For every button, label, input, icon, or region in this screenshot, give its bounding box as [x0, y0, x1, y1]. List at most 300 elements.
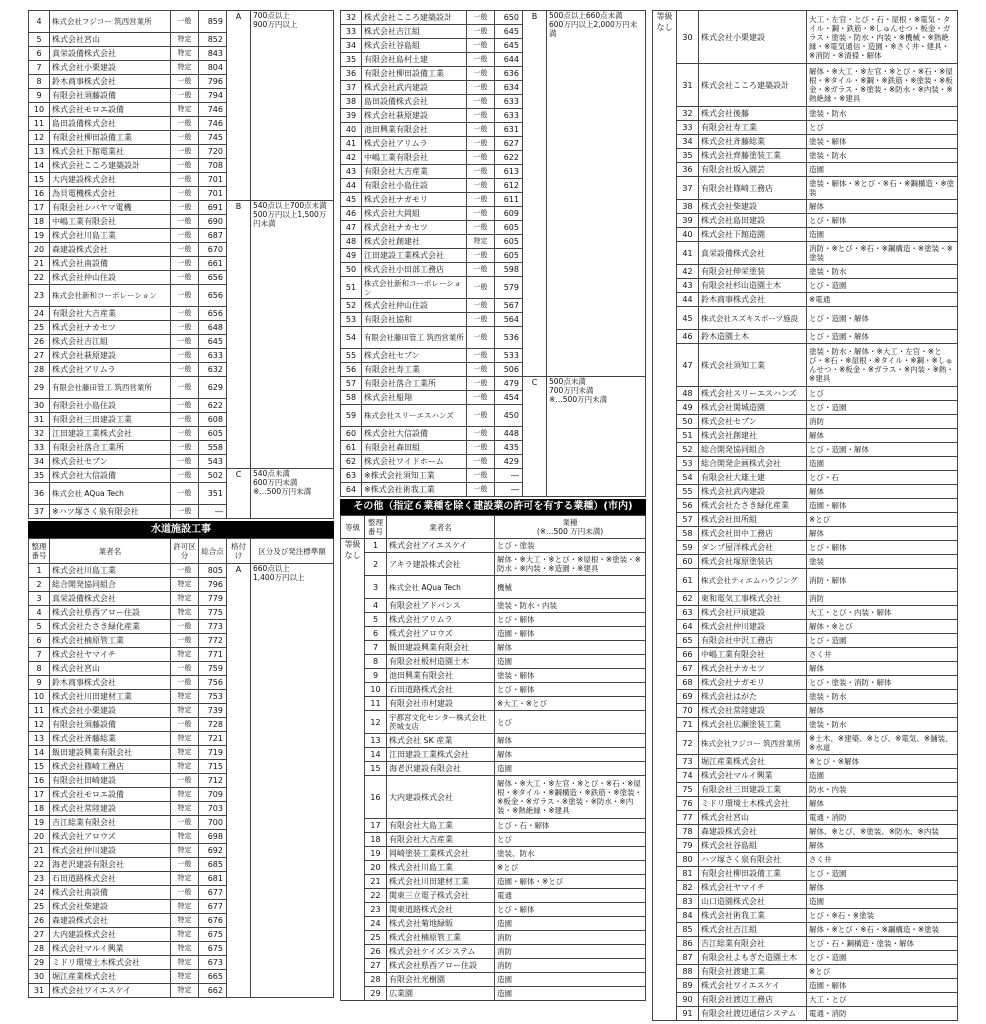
license-type: 一般 [467, 39, 495, 53]
table-row [29, 564, 334, 578]
company-name: 株式会社アリムラ [387, 613, 495, 627]
company-name: 株式会社新和コーポレーション [50, 285, 171, 307]
total-score: 771 [199, 648, 227, 662]
company-name: 池田興業有限会社 [362, 123, 467, 137]
company-name: 株式会社仲山住設 [50, 271, 171, 285]
row-number: 82 [677, 881, 699, 895]
company-name: 株式会社アイエスケイ [387, 539, 495, 553]
row-number: 13 [29, 732, 50, 746]
row-number: 8 [365, 655, 387, 669]
total-score: 859 [199, 11, 227, 33]
row-number: 21 [365, 875, 387, 889]
company-name: 株式会社戸頃建設 [699, 606, 807, 620]
table-row [653, 732, 958, 755]
table-row [341, 973, 646, 987]
table-row [653, 135, 958, 149]
company-name: 島田設備株式会社 [362, 95, 467, 109]
table-row [653, 704, 958, 718]
row-number: 49 [341, 249, 362, 263]
row-number: 71 [677, 718, 699, 732]
row-number: 48 [677, 387, 699, 401]
total-score: ― [495, 469, 523, 483]
company-name: 株式会社たさき緑化産業 [50, 620, 171, 634]
license-type: 一般 [467, 263, 495, 277]
row-number: 89 [677, 979, 699, 993]
company-name: 株式会社後藤 [699, 107, 807, 121]
company-name: 飯田建設興業有限会社 [387, 641, 495, 655]
row-number: 20 [29, 243, 50, 257]
table-row [653, 648, 958, 662]
total-score: 633 [199, 349, 227, 363]
grade-standard: 540点未満 600万円未満 ※…500万円未満 [251, 469, 334, 519]
total-score: 567 [495, 299, 523, 313]
license-type: 特定 [171, 970, 199, 984]
license-type: 特定 [171, 802, 199, 816]
trade-types: とび・造園・解体 [807, 307, 958, 330]
license-type: 一般 [171, 335, 199, 349]
trade-types: とび・石・解体 [495, 819, 646, 833]
table-row [653, 307, 958, 330]
company-name: 株式会社ワイエスケイ [699, 979, 807, 993]
row-number: 1 [29, 564, 50, 578]
row-number: 47 [341, 221, 362, 235]
company-name: 株式会社下館電業社 [50, 145, 171, 159]
table-row [341, 875, 646, 889]
grade-cell: C [227, 469, 251, 519]
company-name: 有限会社シバヤマ電機 [50, 201, 171, 215]
table-row [653, 513, 958, 527]
company-name: 石田道路株式会社 [387, 683, 495, 697]
row-number: 25 [365, 931, 387, 945]
total-score: 661 [199, 257, 227, 271]
table-row [341, 987, 646, 1001]
license-type: 一般 [171, 469, 199, 483]
total-score: 796 [199, 578, 227, 592]
license-type: 一般 [467, 221, 495, 235]
company-name: 有限会社光樹園 [387, 973, 495, 987]
company-name: アキラ建設株式会社 [387, 553, 495, 576]
total-score: 605 [495, 221, 523, 235]
company-name: 株式会社創建社 [362, 235, 467, 249]
row-number: 9 [365, 669, 387, 683]
company-name: 株式会社アロウズ [387, 627, 495, 641]
row-number: 86 [677, 937, 699, 951]
trade-types: とび・塗装 [495, 539, 646, 553]
company-name: ハツ塚さく泉有限会社 [699, 853, 807, 867]
trade-types: 消防・解体 [807, 569, 958, 592]
row-number: 44 [677, 293, 699, 307]
company-name: 株式会社 AQua Tech [387, 576, 495, 599]
row-number: 57 [341, 377, 362, 391]
table-row [341, 748, 646, 762]
section-title-water: 水道施設工事 [28, 521, 334, 538]
row-number: 49 [677, 401, 699, 415]
row-number: 32 [677, 107, 699, 121]
trade-types: ※とび・※解体 [807, 755, 958, 769]
company-name: 株式会社楠原管工業 [387, 931, 495, 945]
company-name: 株式会社はがた [699, 690, 807, 704]
row-number: 7 [29, 61, 50, 75]
row-number: 58 [677, 527, 699, 541]
license-type: 一般 [171, 455, 199, 469]
license-type: 特定 [171, 956, 199, 970]
row-number: 3 [365, 576, 387, 599]
license-type: 一般 [171, 886, 199, 900]
column-header: 整理番号 [29, 539, 50, 564]
total-score: 645 [495, 39, 523, 53]
row-number: 31 [29, 413, 50, 427]
table-row [29, 11, 334, 33]
row-number: 16 [365, 776, 387, 819]
row-number: 19 [29, 229, 50, 243]
company-name: 株式会社セブン [362, 349, 467, 363]
company-name: 株式会社常陸建設 [50, 802, 171, 816]
row-number: 50 [341, 263, 362, 277]
total-score: 701 [199, 187, 227, 201]
table-row [653, 979, 958, 993]
row-number: 27 [29, 349, 50, 363]
row-number: 78 [677, 825, 699, 839]
total-score: 579 [495, 277, 523, 299]
company-name: 総合開発企画株式会社 [699, 457, 807, 471]
trade-types: 解体 [807, 485, 958, 499]
company-name: 有限会社須藤設備 [50, 718, 171, 732]
license-type: 一般 [171, 634, 199, 648]
table-row [653, 853, 958, 867]
table-row [653, 64, 958, 107]
company-name: 中嶋工業有限会社 [362, 151, 467, 165]
total-score: 656 [199, 285, 227, 307]
row-number: 61 [341, 441, 362, 455]
company-name: 森建設株式会社 [50, 243, 171, 257]
company-name: 有限会社中沢工務店 [699, 634, 807, 648]
license-type: 一般 [467, 179, 495, 193]
table-row [341, 697, 646, 711]
row-number: 8 [29, 75, 50, 89]
row-number: 36 [29, 483, 50, 505]
table-row [653, 811, 958, 825]
company-name: 株式会社吉江組 [362, 25, 467, 39]
row-number: 5 [29, 33, 50, 47]
row-number: 20 [365, 861, 387, 875]
license-type: 一般 [171, 131, 199, 145]
company-name: 総合開発協同組合 [50, 578, 171, 592]
grade-standard: 500点以上660点未満 600万円以上2,000万円未満 [547, 11, 646, 377]
license-type: 一般 [467, 441, 495, 455]
row-number: 63 [677, 606, 699, 620]
total-score: 608 [199, 413, 227, 427]
company-name: 株式会社川島工業 [50, 564, 171, 578]
table-row [341, 903, 646, 917]
total-score: 533 [495, 349, 523, 363]
row-number: 29 [29, 377, 50, 399]
column-header: 整理番号 [365, 516, 387, 539]
company-name: 株式会社ワイエスケイ [50, 984, 171, 998]
license-type: 一般 [467, 455, 495, 469]
license-type: 一般 [171, 427, 199, 441]
row-number: 12 [29, 718, 50, 732]
row-number: 52 [677, 443, 699, 457]
total-score: 746 [199, 103, 227, 117]
trade-types: とび・造園 [807, 867, 958, 881]
table-row [653, 755, 958, 769]
company-name: 真栄設備株式会社 [50, 47, 171, 61]
table-row [653, 293, 958, 307]
row-number: 31 [29, 984, 50, 998]
company-name: 株式会社宮山 [699, 811, 807, 825]
license-type: 一般 [171, 145, 199, 159]
column-right [652, 10, 958, 1021]
trade-types: 塗装・防水 [807, 149, 958, 163]
total-score: 712 [199, 774, 227, 788]
license-type: 特定 [171, 648, 199, 662]
license-type: 特定 [171, 103, 199, 117]
trade-types: 造園 [807, 228, 958, 242]
total-score: 605 [495, 235, 523, 249]
license-type: 一般 [171, 215, 199, 229]
row-number: 10 [365, 683, 387, 697]
row-number: 41 [341, 137, 362, 151]
company-name: 有限会社田崎建設 [50, 774, 171, 788]
table-row [341, 377, 646, 391]
trade-types: 造園 [495, 917, 646, 931]
row-number: 40 [341, 123, 362, 137]
row-number: 56 [341, 363, 362, 377]
trade-types: 解体、※とび、※塗装、※防水、※内装 [807, 825, 958, 839]
company-name: 江田建設工業株式会社 [387, 748, 495, 762]
total-score: 632 [199, 363, 227, 377]
row-number: 60 [341, 427, 362, 441]
table-row [653, 429, 958, 443]
row-number: 14 [29, 159, 50, 173]
trade-types: 塗装・解体 [807, 135, 958, 149]
trade-types: 解体・※大工・※左官・※とび・※石・※屋根・※タイル・※鋼・※鉄筋・※塗装・※板金・※ガラス・※塗装・※防水・※内装・※熱絶縁・※建具 [807, 64, 958, 107]
company-name: 有限会社大島工業 [387, 819, 495, 833]
table-row [341, 762, 646, 776]
trade-types: 解体 [495, 734, 646, 748]
trade-types: 造園・解体・※とび [495, 875, 646, 889]
trade-types: 造園 [807, 895, 958, 909]
row-number: 11 [29, 704, 50, 718]
row-number: 32 [29, 427, 50, 441]
total-score: 701 [199, 173, 227, 187]
total-score: 629 [199, 377, 227, 399]
company-name: 森建設株式会社 [699, 825, 807, 839]
row-number: 7 [29, 648, 50, 662]
row-number: 70 [677, 704, 699, 718]
license-type: 特定 [171, 606, 199, 620]
license-type: 特定 [171, 704, 199, 718]
total-score: 773 [199, 620, 227, 634]
trade-types: 塗装・防水 [807, 718, 958, 732]
total-score: 662 [199, 984, 227, 998]
company-name: 鈴木商事株式会社 [50, 676, 171, 690]
company-name: 株式会社南設備 [50, 886, 171, 900]
license-type: 一般 [467, 405, 495, 427]
table-row [653, 457, 958, 471]
trade-types: 造園 [495, 987, 646, 1001]
license-type: 特定 [171, 760, 199, 774]
trade-types: 大工・とび [807, 993, 958, 1007]
row-number: 87 [677, 951, 699, 965]
company-name: 株式会社 SK 産業 [387, 734, 495, 748]
trade-types: 解体 [807, 527, 958, 541]
grade-cell: A [227, 11, 251, 201]
row-number: 37 [29, 505, 50, 519]
row-number: 28 [29, 942, 50, 956]
trade-types: ※電通 [807, 293, 958, 307]
table-row [653, 690, 958, 704]
license-type: 一般 [467, 123, 495, 137]
license-type: 一般 [467, 207, 495, 221]
trade-types: ※土木、※建築、※とび、※電気、※舗装、※水道 [807, 732, 958, 755]
trade-types: 消防・※とび・※石・※鋼構造・※塗装・※塗装 [807, 242, 958, 265]
column-header: 総合点 [199, 539, 227, 564]
total-score: 622 [495, 151, 523, 165]
company-name: 中嶋工業有限会社 [699, 648, 807, 662]
total-score: 677 [199, 900, 227, 914]
trade-types: 塗装、防水 [495, 847, 646, 861]
row-number: 7 [365, 641, 387, 655]
table-row [653, 951, 958, 965]
license-type: 特定 [467, 235, 495, 249]
trade-types: 解体 [495, 641, 646, 655]
company-name: 大内建設株式会社 [50, 173, 171, 187]
row-number: 32 [341, 11, 362, 25]
company-name: 池田興業有限会社 [387, 669, 495, 683]
row-number: 34 [341, 39, 362, 53]
company-name: 山口造園株式会社 [699, 895, 807, 909]
column-header: 業者名 [50, 539, 171, 564]
row-number: 29 [365, 987, 387, 1001]
row-number: 44 [341, 179, 362, 193]
row-number: 10 [29, 103, 50, 117]
table-row [653, 107, 958, 121]
company-name: 株式会社術我工業 [699, 909, 807, 923]
trade-types: とび・石・鋼構造・塗装・解体 [807, 937, 958, 951]
company-name: 石田道路株式会社 [50, 872, 171, 886]
total-score: 650 [495, 11, 523, 25]
company-name: 株式会社吉江組 [50, 335, 171, 349]
row-number: 3 [29, 592, 50, 606]
company-name: 株式会社谷島組 [699, 839, 807, 853]
row-number: 11 [29, 117, 50, 131]
row-number: 46 [677, 330, 699, 344]
trade-types: 造園 [495, 655, 646, 669]
row-number: 51 [677, 429, 699, 443]
company-name: 株式会社 AQua Tech [50, 483, 171, 505]
table-row [653, 620, 958, 634]
row-number: 21 [29, 257, 50, 271]
total-score: 611 [495, 193, 523, 207]
company-name: 株式会社小栗建設 [50, 704, 171, 718]
total-score: 558 [199, 441, 227, 455]
total-score: 691 [199, 201, 227, 215]
row-number: 4 [365, 599, 387, 613]
license-type: 一般 [467, 313, 495, 327]
table-row [653, 825, 958, 839]
table-water-facility [28, 538, 334, 998]
license-type: 一般 [171, 363, 199, 377]
total-score: 843 [199, 47, 227, 61]
license-type: 特定 [171, 47, 199, 61]
table-row [653, 839, 958, 853]
table-row [653, 401, 958, 415]
total-score: 656 [199, 271, 227, 285]
row-number: 1 [365, 539, 387, 553]
row-number: 85 [677, 923, 699, 937]
table-row [653, 606, 958, 620]
company-name: 鈴木商事株式会社 [50, 75, 171, 89]
company-name: 有限会社坂入園芸 [699, 163, 807, 177]
section-title-other: その他（指定６業種を除く建設業の許可を有する業種）(市内) [340, 499, 646, 515]
table-row [653, 555, 958, 569]
table-row [653, 214, 958, 228]
total-score: 670 [199, 243, 227, 257]
table-row [653, 718, 958, 732]
row-number: 13 [365, 734, 387, 748]
company-name: 有限会社渡建工業 [699, 965, 807, 979]
company-name: 株式会社下館造園 [699, 228, 807, 242]
row-number: 6 [29, 47, 50, 61]
license-type: 一般 [171, 173, 199, 187]
company-name: 海老沢建設有限会社 [387, 762, 495, 776]
total-score: 564 [495, 313, 523, 327]
total-score: 605 [495, 249, 523, 263]
table-row [341, 669, 646, 683]
company-name: 有限会社柳田設備工業 [50, 131, 171, 145]
license-type: 一般 [467, 11, 495, 25]
company-name: 鈴木商事株式会社 [699, 293, 807, 307]
row-number: 28 [29, 363, 50, 377]
total-score: 634 [495, 81, 523, 95]
company-name: 株式会社宮山 [50, 33, 171, 47]
trade-types: 解体・※大工・※左官・※とび・※石・※屋根・※タイル・※鋼構造・※鉄筋・※塗装・※板金・※ガラス・※塗装・※防水・※内装・※熱絶縁・※建具 [495, 776, 646, 819]
trade-types: とび・造園 [807, 401, 958, 415]
license-type: 一般 [467, 165, 495, 179]
total-score: 645 [199, 335, 227, 349]
total-score: 448 [495, 427, 523, 441]
company-name: 株式会社武内建設 [699, 485, 807, 499]
license-type: 一般 [171, 564, 199, 578]
company-name: 森建設株式会社 [50, 914, 171, 928]
total-score: 796 [199, 75, 227, 89]
row-number: 60 [677, 555, 699, 569]
total-score: 805 [199, 564, 227, 578]
table-row [341, 833, 646, 847]
trade-types: とび・造園・解体 [807, 443, 958, 457]
total-score: 612 [495, 179, 523, 193]
license-type: 一般 [171, 483, 199, 505]
row-number: 69 [677, 690, 699, 704]
table-row [653, 569, 958, 592]
table-row [653, 797, 958, 811]
total-score: 721 [199, 732, 227, 746]
grade-cell: 等級なし [653, 11, 677, 1021]
total-score: 351 [199, 483, 227, 505]
company-name: 株式会社関城造園 [699, 401, 807, 415]
company-name: 株式会社こころ建築設計 [362, 11, 467, 25]
company-name: 株式会社塚原塗装店 [699, 555, 807, 569]
company-name: 株式会社萩原建設 [50, 349, 171, 363]
company-name: 株式会社宮山 [50, 662, 171, 676]
row-number: 30 [29, 970, 50, 984]
license-type: 一般 [467, 469, 495, 483]
trade-types: 電通・消防 [807, 1007, 958, 1021]
row-number: 15 [29, 760, 50, 774]
row-number: 27 [29, 928, 50, 942]
license-type: 一般 [171, 718, 199, 732]
